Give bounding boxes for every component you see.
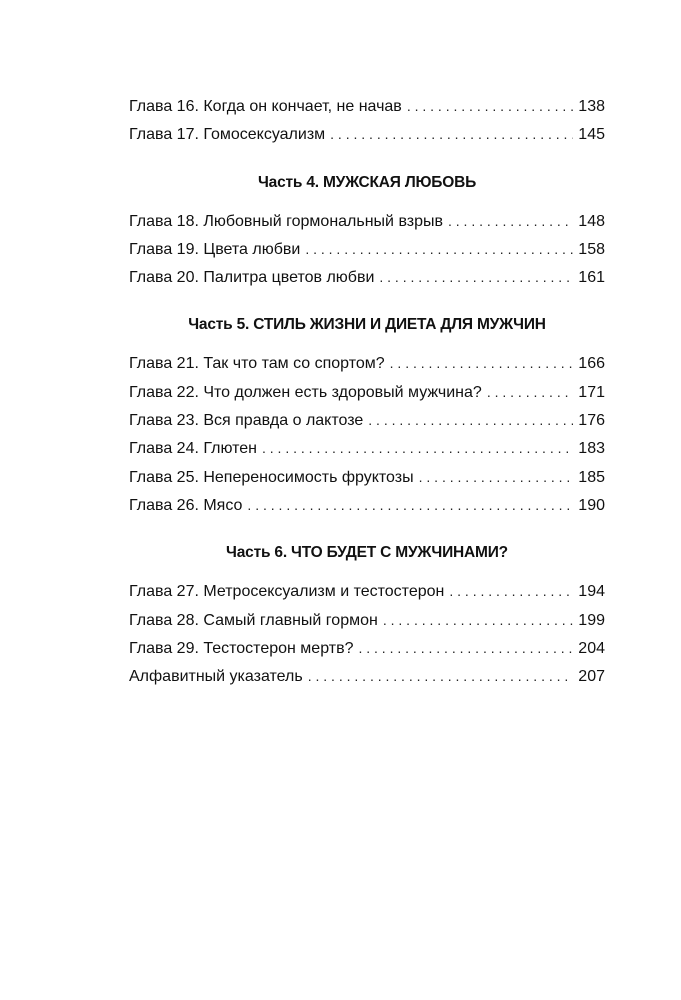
toc-entry[interactable]	[129, 349, 605, 377]
toc-entry[interactable]	[129, 378, 605, 406]
dot-leader	[379, 263, 573, 291]
entry-title: Глава 16. Когда он кончает, не начав	[129, 98, 402, 115]
entry-page-number: 148	[578, 212, 605, 230]
entry-title: Глава 17. Гомосексуализм	[129, 126, 326, 144]
entry-title: Глава 24. Глютен	[129, 440, 257, 458]
toc-group-continuation	[129, 92, 605, 149]
entry-page-number: 145	[578, 126, 605, 144]
dot-leader	[390, 349, 574, 377]
part-heading: Часть 6. ЧТО БУДЕТ С МУЖЧИНАМИ?	[226, 544, 508, 562]
entry-page-number: 171	[578, 383, 605, 401]
toc-group-part-5	[129, 311, 605, 519]
toc-entry[interactable]	[129, 662, 605, 690]
toc-entry[interactable]	[129, 235, 605, 263]
toc-entry[interactable]	[129, 606, 605, 634]
entry-page-number: 166	[578, 355, 605, 373]
dot-leader	[368, 406, 573, 434]
toc-entry[interactable]	[129, 463, 605, 491]
dot-leader	[487, 378, 573, 406]
entry-title: Глава 18. Любовный гормональный взрыв	[129, 212, 443, 230]
dot-leader	[262, 434, 573, 462]
toc-entry[interactable]	[129, 120, 605, 148]
entry-page-number: 183	[578, 440, 605, 458]
entry-title: Глава 27. Метросексуализм и тестостерон	[129, 583, 445, 601]
toc-entry[interactable]	[129, 207, 605, 235]
entry-page-number: 161	[578, 269, 605, 287]
entry-title: Глава 21. Так что там со спортом?	[129, 355, 385, 373]
toc-entry[interactable]	[129, 577, 605, 605]
entry-page-number: 158	[578, 240, 605, 258]
entry-title: Глава 19. Цвета любви	[129, 240, 301, 258]
toc-entry[interactable]	[129, 434, 605, 462]
entry-title: Глава 22. Что должен есть здоровый мужчина?	[129, 383, 482, 401]
toc-entry[interactable]	[129, 634, 605, 662]
entry-title: Глава 26. Мясо	[129, 496, 243, 514]
dot-leader	[247, 491, 573, 519]
entry-title: Глава 25. Непереносимость фруктозы	[129, 468, 414, 486]
part-heading: Часть 4. МУЖСКАЯ ЛЮБОВЬ	[257, 173, 477, 191]
dot-leader	[448, 207, 573, 235]
entry-title: Глава 28. Самый главный гормон	[129, 611, 378, 629]
entry-page-number: 207	[578, 668, 605, 686]
dot-leader	[330, 120, 573, 148]
toc-entry[interactable]	[129, 263, 605, 291]
entry-page-number: 190	[578, 496, 605, 514]
dot-leader	[407, 92, 573, 120]
entry-page-number: 138	[578, 98, 605, 115]
dot-leader	[449, 577, 573, 605]
toc-group-part-4	[129, 169, 605, 292]
entry-page-number: 176	[578, 412, 605, 430]
entry-title: Глава 20. Палитра цветов любви	[129, 269, 375, 287]
dot-leader	[305, 235, 573, 263]
entry-title: Глава 29. Тестостерон мертв?	[129, 639, 354, 657]
toc-entry[interactable]	[129, 92, 605, 120]
entry-title: Алфавитный указатель	[129, 668, 303, 686]
entry-page-number: 194	[578, 583, 605, 601]
part-heading: Часть 5. СТИЛЬ ЖИЗНИ И ДИЕТА ДЛЯ МУЖЧИН	[188, 316, 546, 334]
entry-page-number: 204	[578, 639, 605, 657]
dot-leader	[383, 606, 573, 634]
entry-title: Глава 23. Вся правда о лактозе	[129, 412, 364, 430]
entry-page-number: 199	[578, 611, 605, 629]
dot-leader	[308, 662, 574, 690]
dot-leader	[419, 463, 574, 491]
toc-entry[interactable]	[129, 491, 605, 519]
toc-group-part-6	[129, 539, 605, 690]
toc-entry[interactable]	[129, 406, 605, 434]
table-of-contents	[129, 92, 605, 690]
entry-page-number: 185	[578, 468, 605, 486]
dot-leader	[358, 634, 573, 662]
